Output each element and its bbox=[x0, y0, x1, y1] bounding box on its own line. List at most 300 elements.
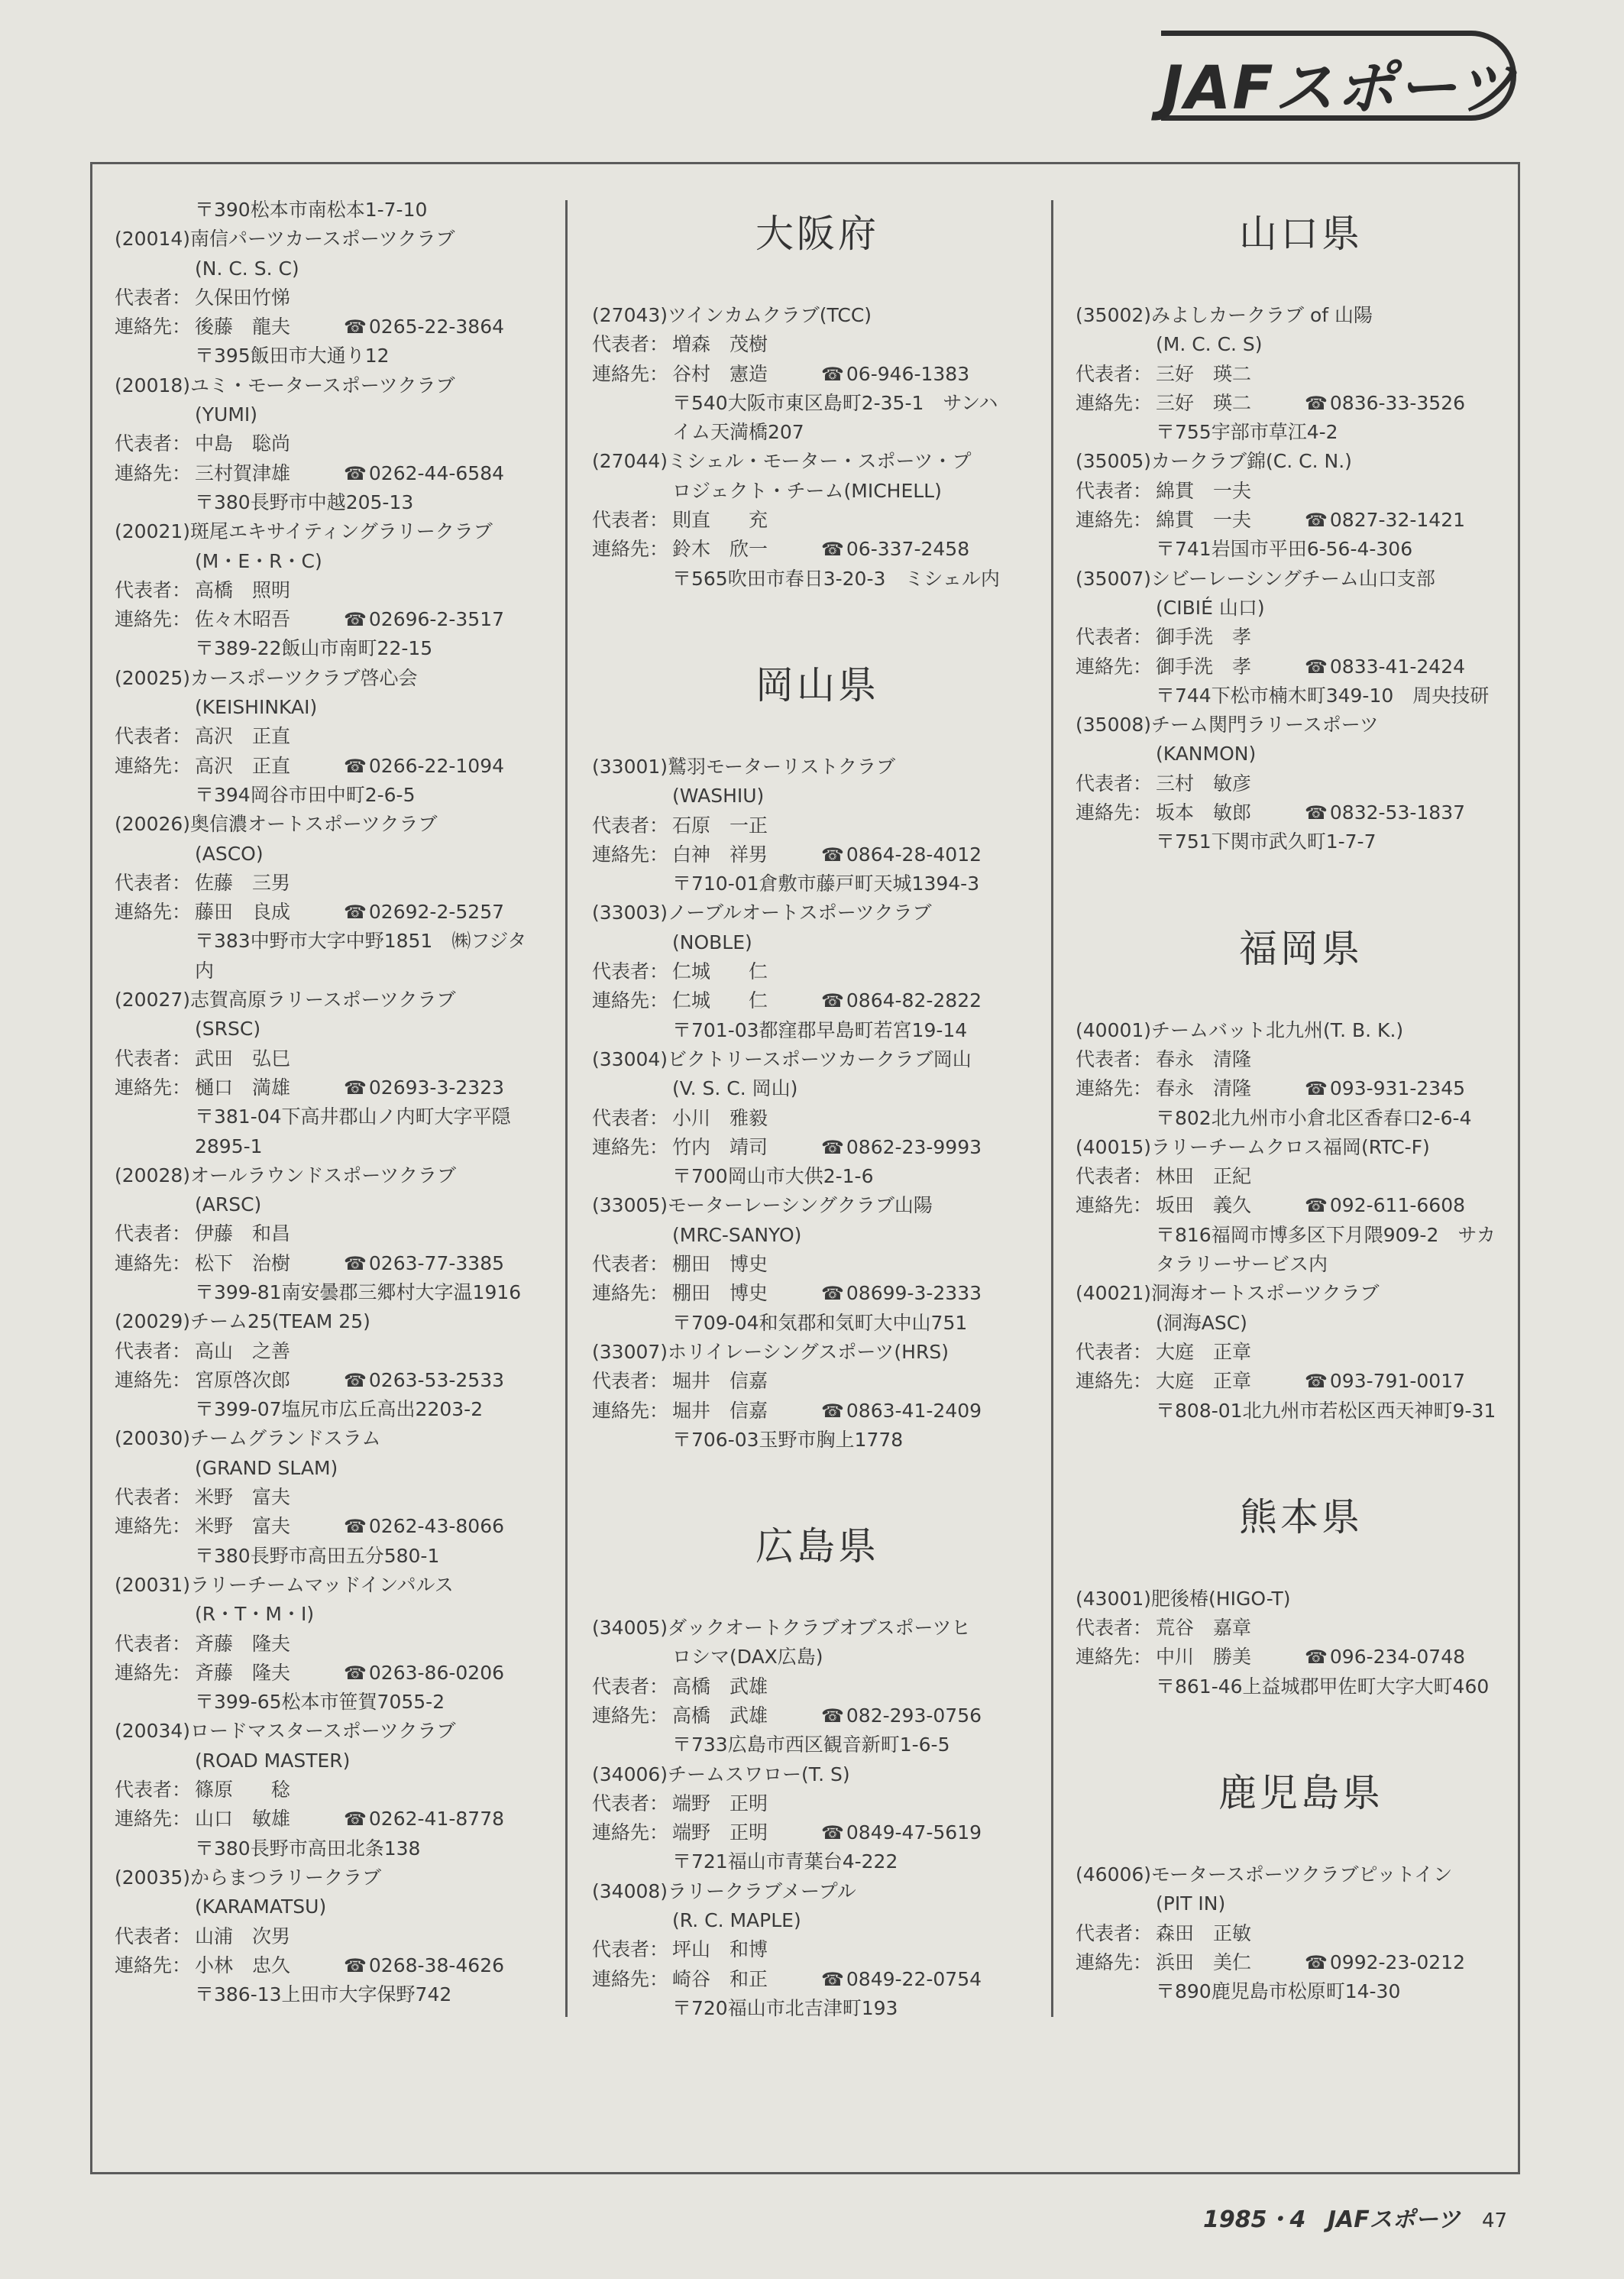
club-name: ロードマスタースポーツクラブ bbox=[190, 1720, 456, 1743]
rep-label: 代表者： bbox=[1076, 1617, 1153, 1640]
club-name-sub: (ASCO) bbox=[195, 842, 264, 865]
contact-name: 宮原啓次郎 bbox=[195, 1368, 291, 1391]
contact-name: 坂田 義久 bbox=[1156, 1194, 1252, 1217]
club-entry bbox=[115, 1307, 565, 1424]
rep-line bbox=[1076, 1338, 1526, 1367]
club-code: (43001) bbox=[1076, 1587, 1152, 1610]
contact-line bbox=[592, 1279, 1043, 1308]
club-name: ダックオートクラブオブスポーツヒ bbox=[668, 1617, 971, 1640]
club-name: チームスワロー(T. S) bbox=[668, 1763, 850, 1785]
contact-name: 白神 祥男 bbox=[672, 843, 768, 866]
rep-name: 三村 敏彦 bbox=[1156, 772, 1252, 795]
contact-label: 連絡先： bbox=[115, 1808, 192, 1831]
club-entry bbox=[592, 1877, 1043, 2023]
contact-label: 連絡先： bbox=[1076, 1950, 1153, 1973]
rep-label: 代表者： bbox=[592, 1938, 669, 1961]
contact-name: 斉藤 隆夫 bbox=[195, 1661, 291, 1684]
address: 〒709-04和気郡和気町大中山751 bbox=[672, 1311, 968, 1334]
contact-label: 連絡先： bbox=[115, 316, 192, 338]
phone-icon: ☎ bbox=[821, 1283, 844, 1305]
phone-number: 0832-53-1837 bbox=[1329, 801, 1466, 824]
contact-label: 連絡先： bbox=[1076, 509, 1153, 532]
club-entry bbox=[115, 1161, 565, 1307]
contact-line bbox=[592, 1397, 1043, 1426]
phone-number: 0268-38-4626 bbox=[368, 1954, 505, 1976]
rep-line bbox=[1076, 360, 1526, 389]
club-entry bbox=[592, 1760, 1043, 1877]
contact-name: 御手洗 孝 bbox=[1156, 655, 1252, 678]
contact-line bbox=[592, 1133, 1043, 1162]
club-entry bbox=[115, 810, 565, 986]
phone-icon: ☎ bbox=[1305, 1078, 1328, 1100]
address: 〒399-65松本市笹賀7055-2 bbox=[195, 1691, 445, 1714]
club-entry bbox=[592, 301, 1043, 447]
club-name: 洞海オートスポーツクラブ bbox=[1151, 1282, 1380, 1305]
club-code: (20021) bbox=[115, 520, 191, 543]
rep-label: 代表者： bbox=[115, 1486, 192, 1509]
club-code: (20025) bbox=[115, 666, 191, 689]
club-name: ビクトリースポーツカークラブ岡山 bbox=[668, 1047, 972, 1070]
phone-number: 08699-3-2333 bbox=[846, 1282, 982, 1305]
address: 〒383中野市大字中野1851 ㈱フジタ bbox=[195, 930, 527, 953]
club-name-sub: (ARSC) bbox=[195, 1193, 262, 1216]
rep-line bbox=[1076, 1045, 1526, 1074]
club-entry bbox=[1076, 301, 1526, 447]
club-name: ラリーチームクロス福岡(RTC-F) bbox=[1151, 1135, 1430, 1158]
phone-number: 0833-41-2424 bbox=[1329, 655, 1466, 678]
phone-icon: ☎ bbox=[821, 990, 844, 1012]
rep-line bbox=[592, 1672, 1043, 1701]
club-entry bbox=[592, 898, 1043, 1044]
club-name-sub: (洞海ASC) bbox=[1156, 1311, 1247, 1334]
club-name-sub: (SRSC) bbox=[195, 1018, 261, 1041]
club-name: 南信パーツカースポーツクラブ bbox=[190, 228, 455, 251]
contact-name: 高橋 武雄 bbox=[672, 1704, 768, 1727]
contact-name: 山口 敏雄 bbox=[195, 1808, 291, 1831]
contact-name: 崎谷 和正 bbox=[672, 1967, 768, 1990]
club-code: (33004) bbox=[592, 1047, 668, 1070]
club-title-line bbox=[115, 1307, 565, 1336]
rep-name: 高橋 武雄 bbox=[672, 1675, 768, 1698]
address: 〒386-13上田市大字保野742 bbox=[195, 1983, 452, 2006]
contact-name: 佐々木昭吾 bbox=[195, 608, 291, 631]
rep-label: 代表者： bbox=[115, 286, 192, 309]
phone-icon: ☎ bbox=[344, 609, 367, 631]
contact-line bbox=[1076, 652, 1526, 681]
rep-name: 則直 充 bbox=[672, 509, 768, 532]
contact-name: 三村賀津雄 bbox=[195, 461, 291, 484]
footer-issue: 1985・4 bbox=[1203, 2206, 1306, 2233]
rep-name: 高沢 正直 bbox=[195, 725, 291, 748]
rep-line bbox=[592, 1367, 1043, 1396]
prefecture-heading: 山口県 bbox=[1239, 212, 1363, 256]
club-code: (20027) bbox=[115, 989, 191, 1012]
rep-line bbox=[592, 1104, 1043, 1133]
club-entry bbox=[592, 1614, 1043, 1759]
club-name-sub: (KEISHINKAI) bbox=[195, 696, 318, 719]
club-code: (20014) bbox=[115, 228, 191, 251]
club-title-line bbox=[115, 1424, 565, 1453]
contact-name: 高沢 正直 bbox=[195, 754, 291, 777]
contact-label: 連絡先： bbox=[115, 1368, 192, 1391]
phone-icon: ☎ bbox=[344, 316, 367, 338]
phone-number: 096-234-0748 bbox=[1329, 1646, 1466, 1669]
rep-label: 代表者： bbox=[1076, 626, 1153, 649]
club-name-sub: (ROAD MASTER) bbox=[195, 1749, 351, 1772]
phone-number: 02692-2-5257 bbox=[368, 901, 505, 924]
phone-icon: ☎ bbox=[821, 1704, 844, 1727]
club-name: 鷲羽モーターリストクラブ bbox=[668, 755, 896, 778]
phone-icon: ☎ bbox=[821, 1968, 844, 1990]
rep-label: 代表者： bbox=[1076, 772, 1153, 795]
phone-icon: ☎ bbox=[344, 1369, 367, 1391]
phone-icon: ☎ bbox=[344, 1954, 367, 1976]
club-code: (20035) bbox=[115, 1866, 191, 1889]
rep-label: 代表者： bbox=[115, 1632, 192, 1655]
rep-label: 代表者： bbox=[115, 871, 192, 894]
club-entry bbox=[592, 1045, 1043, 1191]
contact-name: 端野 正明 bbox=[672, 1821, 768, 1844]
club-entry bbox=[115, 371, 565, 517]
club-entry bbox=[592, 1338, 1043, 1455]
club-title-line bbox=[592, 898, 1043, 927]
address: 〒744下松市楠木町349-10 周央技研 bbox=[1156, 684, 1490, 707]
address: 〒890鹿児島市松原町14-30 bbox=[1156, 1980, 1401, 2003]
rep-label: 代表者： bbox=[1076, 1165, 1153, 1188]
club-entry bbox=[1076, 1585, 1526, 1701]
rep-label: 代表者： bbox=[592, 1675, 669, 1698]
rep-label: 代表者： bbox=[115, 578, 192, 601]
club-name-sub: (YUMI) bbox=[195, 403, 258, 426]
contact-line bbox=[115, 1073, 565, 1102]
contact-line bbox=[592, 360, 1043, 389]
club-entry bbox=[1076, 447, 1526, 564]
contact-line bbox=[115, 459, 565, 488]
contact-line bbox=[1076, 1643, 1526, 1672]
rep-name: 堀井 信嘉 bbox=[672, 1370, 768, 1393]
rep-name: 篠原 稔 bbox=[195, 1779, 291, 1802]
rep-line bbox=[115, 722, 565, 751]
club-title-line bbox=[115, 664, 565, 693]
contact-label: 連絡先： bbox=[592, 538, 669, 561]
rep-line bbox=[1076, 1162, 1526, 1191]
club-name: ミシェル・モーター・スポーツ・プ bbox=[668, 450, 972, 473]
rep-label: 代表者： bbox=[592, 814, 669, 837]
phone-number: 0262-43-8066 bbox=[368, 1515, 505, 1538]
column-divider-1 bbox=[565, 200, 568, 2017]
prefecture-heading: 福岡県 bbox=[1239, 926, 1363, 971]
rep-line bbox=[1076, 1919, 1526, 1948]
club-name-sub: (R・T・M・I) bbox=[195, 1603, 315, 1626]
club-code: (27044) bbox=[592, 450, 668, 473]
prefecture-heading: 鹿児島県 bbox=[1218, 1770, 1383, 1815]
contact-label: 連絡先： bbox=[592, 843, 669, 866]
rep-name: 高山 之善 bbox=[195, 1339, 291, 1362]
address: 〒720福山市北吉津町193 bbox=[672, 1996, 898, 2019]
club-title-line bbox=[592, 1877, 1043, 1906]
rep-line bbox=[115, 1483, 565, 1512]
rep-label: 代表者： bbox=[1076, 1047, 1153, 1070]
page-footer bbox=[1203, 2200, 1507, 2234]
contact-label: 連絡先： bbox=[1076, 655, 1153, 678]
rep-line bbox=[115, 429, 565, 458]
address: 〒706-03玉野市胸上1778 bbox=[672, 1428, 904, 1451]
club-title-line bbox=[1076, 1016, 1526, 1045]
address-cont: タラリーサービス内 bbox=[1156, 1253, 1328, 1276]
prefecture-heading: 広島県 bbox=[755, 1524, 879, 1569]
address-cont: 内 bbox=[195, 959, 215, 982]
club-title-line bbox=[1076, 711, 1526, 740]
club-code: (40001) bbox=[1076, 1018, 1152, 1041]
club-code: (20018) bbox=[115, 374, 191, 397]
club-name: チーム25(TEAM 25) bbox=[190, 1310, 370, 1333]
contact-name: 堀井 信嘉 bbox=[672, 1399, 768, 1422]
contact-label: 連絡先： bbox=[592, 1704, 669, 1727]
club-title-line bbox=[115, 225, 565, 254]
address-cont: イム天満橋207 bbox=[672, 421, 804, 444]
phone-number: 02696-2-3517 bbox=[368, 608, 505, 631]
address: 〒721福山市青葉台4-222 bbox=[672, 1850, 898, 1873]
rep-name: 三好 瑛二 bbox=[1156, 362, 1252, 385]
address: 〒399-81南安曇郡三郷村大字温1916 bbox=[195, 1280, 522, 1303]
phone-number: 0849-22-0754 bbox=[846, 1967, 982, 1990]
contact-name: 鈴木 欣一 bbox=[672, 538, 768, 561]
contact-label: 連絡先： bbox=[1076, 1646, 1153, 1669]
phone-icon: ☎ bbox=[1305, 1951, 1328, 1973]
club-code: (35002) bbox=[1076, 304, 1152, 326]
rep-name: 米野 富夫 bbox=[195, 1486, 291, 1509]
rep-line bbox=[115, 1044, 565, 1073]
contact-name: 春永 清隆 bbox=[1156, 1077, 1252, 1100]
phone-number: 092-611-6608 bbox=[1329, 1194, 1466, 1217]
club-entry bbox=[592, 753, 1043, 898]
rep-name: 小川 雅毅 bbox=[672, 1106, 768, 1129]
phone-icon: ☎ bbox=[1305, 656, 1328, 678]
club-code: (46006) bbox=[1076, 1863, 1152, 1886]
rep-line bbox=[115, 1219, 565, 1248]
club-code: (33007) bbox=[592, 1340, 668, 1363]
club-code: (20030) bbox=[115, 1427, 191, 1450]
rep-name: 伊藤 和昌 bbox=[195, 1222, 291, 1245]
club-code: (40021) bbox=[1076, 1282, 1152, 1305]
rep-line bbox=[1076, 623, 1526, 652]
prefecture-heading: 大阪府 bbox=[755, 212, 879, 256]
club-title-line bbox=[115, 517, 565, 546]
club-entry bbox=[1076, 1133, 1526, 1279]
rep-label: 代表者： bbox=[115, 725, 192, 748]
rep-name: 林田 正紀 bbox=[1156, 1165, 1252, 1188]
phone-number: 02693-3-2323 bbox=[368, 1076, 505, 1099]
club-code: (20031) bbox=[115, 1573, 191, 1596]
contact-name: 綿貫 一夫 bbox=[1156, 509, 1252, 532]
rep-label: 代表者： bbox=[592, 1253, 669, 1276]
phone-number: 0862-23-9993 bbox=[846, 1135, 982, 1158]
phone-icon: ☎ bbox=[344, 902, 367, 924]
rep-line bbox=[115, 1922, 565, 1951]
contact-label: 連絡先： bbox=[1076, 391, 1153, 414]
rep-line bbox=[115, 576, 565, 605]
club-title-line bbox=[115, 371, 565, 400]
club-title-line bbox=[115, 986, 565, 1015]
phone-icon: ☎ bbox=[821, 1822, 844, 1844]
phone-icon: ☎ bbox=[344, 1808, 367, 1831]
contact-name: 後藤 龍夫 bbox=[195, 316, 291, 338]
rep-line bbox=[592, 1789, 1043, 1818]
phone-number: 0864-82-2822 bbox=[846, 989, 982, 1012]
phone-number: 0263-77-3385 bbox=[368, 1251, 505, 1274]
contact-label: 連絡先： bbox=[1076, 1370, 1153, 1393]
club-title-line bbox=[592, 753, 1043, 782]
club-entry bbox=[592, 447, 1043, 593]
club-entry bbox=[1076, 1016, 1526, 1133]
club-title-line bbox=[115, 1717, 565, 1746]
contact-line bbox=[592, 535, 1043, 564]
address: 〒399-07塩尻市広丘高出2203-2 bbox=[195, 1398, 484, 1421]
club-entry bbox=[1076, 711, 1526, 856]
club-title-line bbox=[592, 1760, 1043, 1789]
contact-name: 仁城 仁 bbox=[672, 989, 768, 1012]
contact-label: 連絡先： bbox=[592, 1135, 669, 1158]
club-entry bbox=[115, 1424, 565, 1570]
contact-line bbox=[115, 312, 565, 342]
club-title-line bbox=[592, 1614, 1043, 1643]
club-name-sub: (R. C. MAPLE) bbox=[672, 1909, 801, 1932]
rep-name: 坪山 和博 bbox=[672, 1938, 768, 1961]
rep-name: 大庭 正章 bbox=[1156, 1340, 1252, 1363]
club-code: (35005) bbox=[1076, 450, 1152, 473]
rep-name: 仁城 仁 bbox=[672, 960, 768, 983]
phone-number: 0263-53-2533 bbox=[368, 1368, 505, 1391]
rep-line bbox=[592, 811, 1043, 840]
address: 〒861-46上益城郡甲佐町大字大町460 bbox=[1156, 1675, 1490, 1698]
phone-icon: ☎ bbox=[344, 755, 367, 777]
contact-line bbox=[1076, 1367, 1526, 1396]
rep-label: 代表者： bbox=[1076, 362, 1153, 385]
contact-label: 連絡先： bbox=[115, 754, 192, 777]
club-title-line bbox=[592, 1191, 1043, 1220]
address: 〒751下関市武久町1-7-7 bbox=[1156, 830, 1377, 853]
phone-icon: ☎ bbox=[344, 1516, 367, 1538]
club-name-sub: (V. S. C. 岡山) bbox=[672, 1077, 798, 1100]
club-title-line bbox=[1076, 1133, 1526, 1162]
phone-icon: ☎ bbox=[821, 843, 844, 866]
club-entry bbox=[115, 196, 565, 225]
phone-icon: ☎ bbox=[1305, 392, 1328, 414]
club-name-sub: (PIT IN) bbox=[1156, 1892, 1226, 1915]
address: 〒380長野市高田北条138 bbox=[195, 1837, 421, 1860]
phone-number: 082-293-0756 bbox=[846, 1704, 982, 1727]
club-title-line bbox=[115, 1863, 565, 1892]
contact-label: 連絡先： bbox=[115, 1251, 192, 1274]
club-name: カークラブ錦(C. C. N.) bbox=[1151, 450, 1352, 473]
contact-line bbox=[1076, 1948, 1526, 1977]
address: 〒381-04下高井郡山ノ内町大字平隠 bbox=[195, 1106, 511, 1128]
contact-label: 連絡先： bbox=[592, 1399, 669, 1422]
footer-brand: JAFスポーツ bbox=[1327, 2206, 1461, 2233]
column-2 bbox=[592, 196, 1043, 2023]
phone-icon: ☎ bbox=[344, 1252, 367, 1274]
address: 〒741岩国市平田6-56-4-306 bbox=[1156, 538, 1413, 561]
contact-line bbox=[115, 605, 565, 634]
club-name: ノーブルオートスポーツクラブ bbox=[668, 902, 932, 924]
phone-number: 0849-47-5619 bbox=[846, 1821, 982, 1844]
club-title-line bbox=[115, 810, 565, 839]
club-title-line bbox=[115, 1571, 565, 1600]
club-name-sub: (KANMON) bbox=[1156, 743, 1257, 766]
contact-line bbox=[115, 1512, 565, 1541]
contact-label: 連絡先： bbox=[592, 1821, 669, 1844]
rep-line bbox=[115, 1630, 565, 1659]
rep-line bbox=[1076, 769, 1526, 798]
page-number: 47 bbox=[1481, 2209, 1508, 2232]
rep-label: 代表者： bbox=[592, 1106, 669, 1129]
club-title-line bbox=[1076, 1279, 1526, 1308]
contact-label: 連絡先： bbox=[592, 362, 669, 385]
club-entry bbox=[1076, 1860, 1526, 2006]
club-name-sub: (KARAMATSU) bbox=[195, 1895, 327, 1918]
contact-label: 連絡先： bbox=[1076, 1077, 1153, 1100]
club-name: チームバット北九州(T. B. K.) bbox=[1151, 1018, 1404, 1041]
club-code: (33001) bbox=[592, 755, 668, 778]
phone-number: 0836-33-3526 bbox=[1329, 391, 1466, 414]
rep-name: 山浦 次男 bbox=[195, 1925, 291, 1947]
contact-name: 三好 瑛二 bbox=[1156, 391, 1252, 414]
rep-label: 代表者： bbox=[115, 1047, 192, 1070]
rep-name: 高橋 照明 bbox=[195, 578, 291, 601]
club-title-line bbox=[1076, 301, 1526, 330]
club-title-line bbox=[1076, 447, 1526, 476]
contact-label: 連絡先： bbox=[115, 901, 192, 924]
rep-line bbox=[1076, 1614, 1526, 1643]
rep-line bbox=[592, 1250, 1043, 1279]
rep-line bbox=[1076, 477, 1526, 506]
club-name-sub: (M・E・R・C) bbox=[195, 549, 322, 572]
phone-number: 0263-86-0206 bbox=[368, 1661, 505, 1684]
rep-name: 御手洗 孝 bbox=[1156, 626, 1252, 649]
column-3 bbox=[1076, 196, 1526, 2006]
contact-line bbox=[115, 752, 565, 781]
phone-number: 0864-28-4012 bbox=[846, 843, 982, 866]
rep-name: 増森 茂樹 bbox=[672, 333, 768, 356]
contact-name: 松下 治樹 bbox=[195, 1251, 291, 1274]
club-name: チーム関門ラリースポーツ bbox=[1151, 714, 1379, 736]
contact-line bbox=[592, 1965, 1043, 1994]
phone-icon: ☎ bbox=[821, 1400, 844, 1422]
address: 〒802北九州市小倉北区香春口2-6-4 bbox=[1156, 1106, 1472, 1129]
rep-name: 久保田竹悌 bbox=[195, 286, 291, 309]
jaf-sports-logo bbox=[1161, 31, 1516, 121]
club-code: (35007) bbox=[1076, 567, 1152, 590]
club-name-sub: (CIBIÉ 山口) bbox=[1156, 596, 1265, 619]
address: 〒390松本市南松本1-7-10 bbox=[195, 199, 428, 221]
club-entry bbox=[115, 664, 565, 810]
club-code: (34008) bbox=[592, 1879, 668, 1902]
address: 〒565吹田市春日3-20-3 ミシェル内 bbox=[672, 567, 1000, 590]
phone-number: 0992-23-0212 bbox=[1329, 1950, 1466, 1973]
phone-icon: ☎ bbox=[821, 539, 844, 561]
club-name: 肥後椿(HIGO-T) bbox=[1151, 1587, 1291, 1610]
contact-line bbox=[115, 1366, 565, 1395]
phone-number: 0827-32-1421 bbox=[1329, 509, 1466, 532]
rep-name: 石原 一正 bbox=[672, 814, 768, 837]
club-title-line bbox=[592, 301, 1043, 330]
phone-number: 0863-41-2409 bbox=[846, 1399, 982, 1422]
contact-line bbox=[1076, 506, 1526, 535]
rep-line bbox=[592, 957, 1043, 986]
club-name: カースポーツクラブ啓心会 bbox=[190, 666, 418, 689]
club-name: オールラウンドスポーツクラブ bbox=[190, 1164, 457, 1186]
column-1 bbox=[115, 196, 565, 2009]
